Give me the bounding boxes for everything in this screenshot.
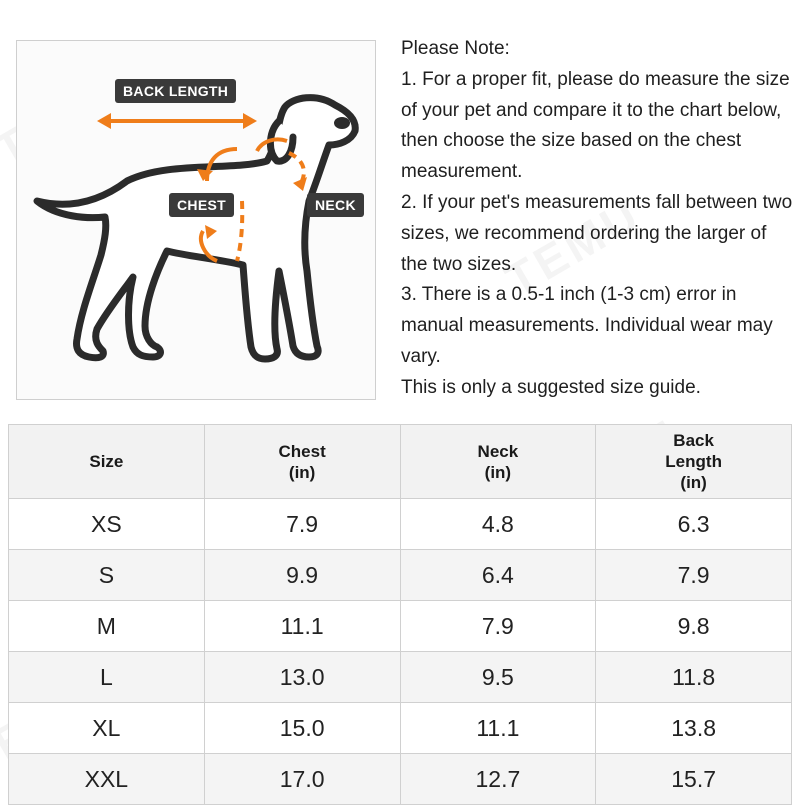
- size-cell: M: [9, 601, 205, 652]
- back-length-cell: 13.8: [596, 703, 792, 754]
- back-length-cell: 9.8: [596, 601, 792, 652]
- back-length-cell: 15.7: [596, 754, 792, 805]
- neck-cell: 4.8: [400, 499, 596, 550]
- size-cell: S: [9, 550, 205, 601]
- table-row: [9, 550, 792, 601]
- size-chart-table: [8, 424, 792, 805]
- header-size: Size: [9, 425, 205, 499]
- table-row: [9, 601, 792, 652]
- neck-cell: 9.5: [400, 652, 596, 703]
- back-length-cell: 11.8: [596, 652, 792, 703]
- back-length-cell: 7.9: [596, 550, 792, 601]
- header-neck: Neck (in): [400, 425, 596, 499]
- back-length-cell: 6.3: [596, 499, 792, 550]
- table-row: [9, 652, 792, 703]
- size-note: [401, 34, 793, 404]
- chest-cell: 7.9: [204, 499, 400, 550]
- chest-cell: 9.9: [204, 550, 400, 601]
- size-cell: XL: [9, 703, 205, 754]
- chest-label: CHEST: [169, 193, 234, 217]
- measurement-diagram: [16, 40, 376, 400]
- chest-cell: 15.0: [204, 703, 400, 754]
- table-row: [9, 499, 792, 550]
- neck-cell: 7.9: [400, 601, 596, 652]
- chest-cell: 11.1: [204, 601, 400, 652]
- note-line: 3. There is a 0.5-1 inch (1-3 cm) error in manual measurements. Individual wear may vary.: [401, 284, 773, 367]
- note-line: This is only a suggested size guide.: [401, 376, 701, 398]
- note-line: 1. For a proper fit, please do measure the size of your pet and compare it to the chart below, then choose the size based on the chest measurement.: [401, 68, 790, 183]
- size-cell: XS: [9, 499, 205, 550]
- table-row: [9, 754, 792, 805]
- table-row: [9, 703, 792, 754]
- header-back-length: Back Length (in): [596, 425, 792, 499]
- header-chest: Chest (in): [204, 425, 400, 499]
- chest-cell: 13.0: [204, 652, 400, 703]
- size-cell: XXL: [9, 754, 205, 805]
- neck-label: NECK: [307, 193, 364, 217]
- chest-cell: 17.0: [204, 754, 400, 805]
- neck-cell: 11.1: [400, 703, 596, 754]
- table-header-row: [9, 425, 792, 499]
- back-length-label: BACK LENGTH: [115, 79, 236, 103]
- size-cell: L: [9, 652, 205, 703]
- neck-cell: 6.4: [400, 550, 596, 601]
- neck-cell: 12.7: [400, 754, 596, 805]
- note-line: 2. If your pet's measurements fall between two sizes, we recommend ordering the larger of the two sizes.: [401, 191, 793, 275]
- note-title: Please Note:: [401, 38, 510, 59]
